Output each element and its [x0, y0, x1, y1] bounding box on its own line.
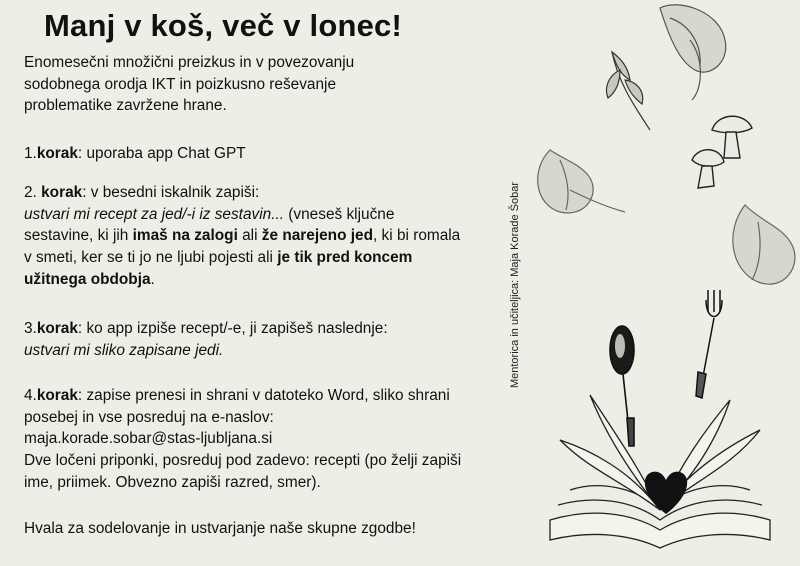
- step-1-num: 1.: [24, 145, 37, 162]
- step-4-text: : zapise prenesi in shrani v datoteko Word, sliko shrani posebej in vse posreduj na e-naslov:: [24, 387, 450, 426]
- fork-icon: [696, 290, 722, 398]
- step-1-text: : uporaba app Chat GPT: [77, 145, 246, 162]
- step-3-text: : ko app izpiše recept/-e, ji zapišeš naslednje:: [77, 320, 388, 337]
- intro-text: Enomesečni množični preizkus in v povezovanju sodobnega orodja IKT in poizkusno reševanje problematike zavržene hrane.: [24, 54, 355, 115]
- step-2-bold-expiry: je tik pred koncem užitnega obdobja: [24, 249, 413, 288]
- step-2-text: : v besedni iskalnik zapiši:: [82, 184, 260, 201]
- step-1: [24, 143, 464, 165]
- step-2-bold-ready: že narejeno jed: [261, 227, 373, 245]
- step-3-num: 3.: [24, 320, 37, 337]
- mentor-credit: Mentorica in učiteljica: Maja Korade Šobar: [509, 181, 521, 389]
- heart-icon: [645, 472, 687, 514]
- step-4-num: 4.: [24, 387, 37, 404]
- open-book-icon: [550, 395, 770, 548]
- step-2-detail: (vneseš ključne sestavine, ki jih: [24, 205, 395, 245]
- garlic-icon: [538, 150, 625, 213]
- mushroom-icon: [692, 116, 752, 188]
- step-2-end: .: [150, 270, 155, 288]
- step-1-word: korak: [36, 145, 78, 162]
- garlic-icon: [733, 205, 795, 284]
- food-book-illustration: [530, 0, 800, 566]
- attachment-instructions: Dve ločeni priponki, posreduj pod zadevo: recepti (po želji zapiši ime, priimek. Obvezno zapiši razred, smer).: [24, 452, 462, 491]
- step-2-word: korak: [41, 184, 83, 201]
- step-2-prompt: ustvari mi recept za jed/-i iz sestavin...: [24, 205, 285, 223]
- step-2-detail-or: ali: [237, 227, 262, 245]
- spoon-icon: [610, 326, 634, 446]
- step-2-bold-stock: imaš na zalogi: [132, 227, 238, 245]
- step-3: [24, 318, 464, 361]
- thanks-text: Hvala za sodelovanje in ustvarjanje naše skupne zgodbe!: [24, 520, 416, 537]
- step-3-prompt: ustvari mi sliko zapisane jedi.: [24, 341, 224, 359]
- herb-leaf-icon: [607, 52, 651, 130]
- email-address: maja.korade.sobar@stas-ljubljana.si: [24, 430, 273, 448]
- step-2-detail-rest: , ki bi romala v smeti, ker se ti jo ne ljubi pojesti ali: [24, 227, 461, 267]
- step-2-num: 2.: [24, 184, 42, 201]
- step-4-word: korak: [36, 387, 78, 404]
- step-4: [24, 385, 464, 494]
- garlic-icon: [660, 5, 726, 100]
- page-title: Manj v koš, več v lonec!: [44, 8, 403, 43]
- step-3-word: korak: [36, 320, 78, 337]
- step-2: [24, 182, 464, 291]
